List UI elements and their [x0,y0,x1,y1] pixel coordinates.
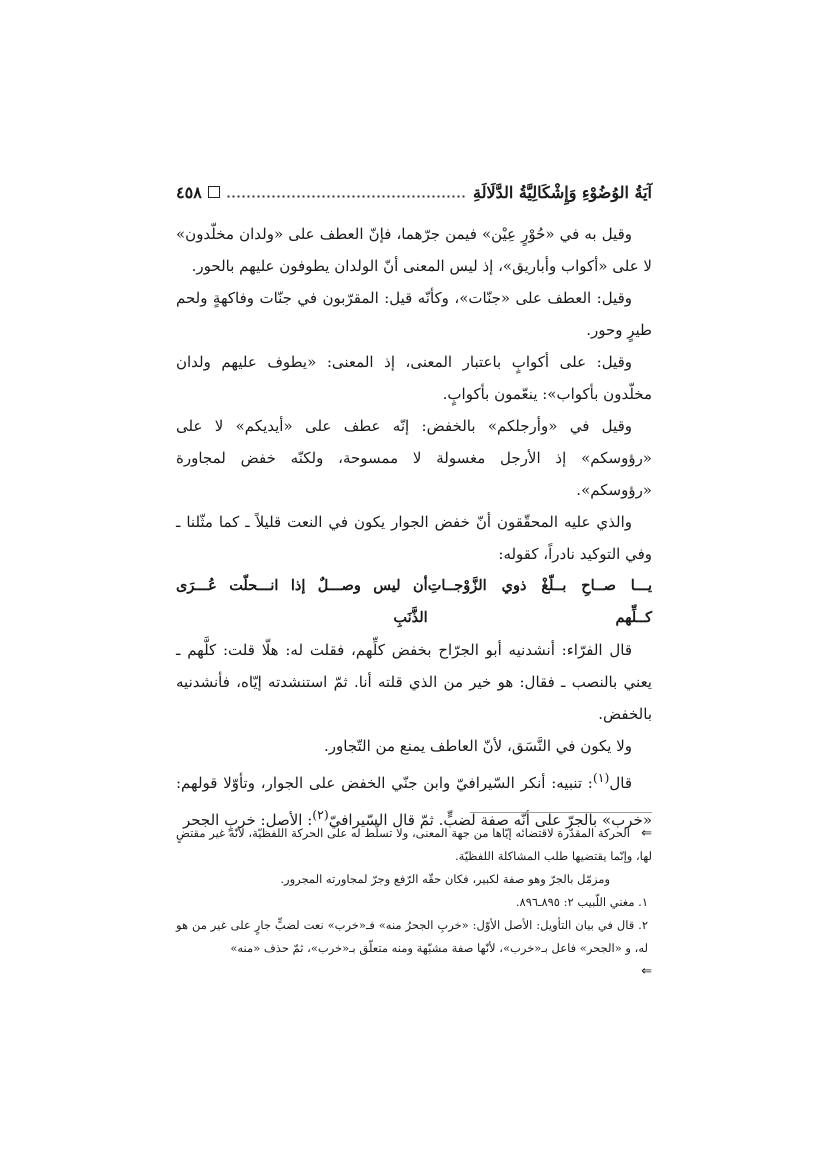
footnote-2: ٢. قال في بيان التأويل: الأصل الأوّل: «خربِ الجحرُ منه» فـ«خرب» نعت لضبٍّ جارٍ على غير من هو له، و «الجحر» فاعل بـ«خرب»، لأنّها صفة مشبّهة ومنه متعلّق بـ«خرب»، ثمّ حذف «منه» [176,918,648,955]
main-text [176,218,652,836]
paragraph-text: : الأصل: خربٍ الجحر [182,811,313,829]
footnote-text: الحركة المقدّرة لاقتضائه إيّاها من جهة المعنى، ولا تسلّط له على الحركة اللفظيّة، لأنّه غير مقتضٍ لها، وإنّما يقتضيها طلب المشاكلة اللفظيّة. [176,826,652,863]
verse-first-hemistich: يـــا صــاحِ بــلّغْ ذوي الزَّوْجــاتِ كــلِّهم [427,577,652,626]
square-ornament-icon [208,186,220,198]
footnote-continuation [176,822,652,868]
paragraph: ولا يكون في النَّسَق، لأنّ العاطف يمنع من التّجاور. [324,737,632,755]
continuation-arrow-icon: ⇐ [641,964,652,979]
footnote-ref-2[interactable]: (٢) [312,807,329,822]
paragraph-text: : تنبيه: أنكر السّيرافيّ وابن جنّي الخفض على الجوار، وتأوّلا قولهم: «خرب» بالجرّ على أنّه صفة لضبٍّ. ثمّ قال السّيرافيّ [176,774,652,829]
running-header [176,180,652,204]
footnote-end [176,960,652,983]
paragraph: وقيل به في «حُوْرٍ عِيْن» فيمن جرّهما، فإنّ العطف على «ولدان مخلّدون» لا على «أكواب وأباريق»، إذ ليس المعنى أنّ الولدان يطوفون عليهم بالحور. [176,225,652,275]
continuation-arrow-icon: ⇐ [641,826,653,841]
page-number: ٤٥٨ [176,182,202,202]
paragraph: وقيل: العطف على «جنّات»، وكأنّه قيل: المقرّبون في جنّات وفاكهةٍ ولحم طيرٍ وحور. [176,289,652,339]
running-title: آيَةُ الوُضُوْءِ وَإِشْكَالِيَّةُ الدَّلَالَةِ [472,182,652,202]
footnote-continuation: ومزمّل بالجرّ وهو صفة لكبير، فكان حقّه الرّفع وجرّ لمجاورته المجرور. [280,872,610,886]
paragraph-text: قال [609,774,632,792]
poetry-verse [176,570,652,634]
paragraph: وقيل: على أكوابٍ باعتبار المعنى، إذ المعنى: «يطوف عليهم ولدان مخلّدون بأكواب»: ينعّمون بأكوابٍ. [176,353,652,403]
verse-second-hemistich: أن ليس وصـــلٌ إذا انـــحلّت عُـــرَى الذَّنَبِ [176,577,428,626]
paragraph: والذي عليه المحقّقون أنّ خفض الجوار يكون في النعت قليلاً ـ كما مثّلنا ـ وفي التوكيد نادراً، كقوله: [176,513,652,563]
footnote-ref-1[interactable]: (١) [592,770,610,785]
footnote-1: ١. مغني اللّبيب ٢: ٨٩٥ـ٨٩٦. [515,895,648,909]
paragraph: وقيل في «وأرجلكم» بالخفض: إنّه عطف على «أيديكم» لا على «رؤوسكم» إذ الأرجل مغسولة لا ممسوحة، ولكنّه خفض لمجاورة «رؤوسكم». [176,417,652,499]
footnotes [176,822,652,983]
dotted-leader [226,195,467,198]
paragraph: قال الفرّاء: أنشدنيه أبو الجرّاح بخفض كلِّهم، فقلت له: هلّا قلت: كلَّهم ـ يعني بالنصب ـ فقال: هو خير من الذي قلته أنا. ثمّ استنشدته إيّاه، فأنشدنيه بالخفض. [176,641,652,723]
footnote-separator [470,812,652,813]
